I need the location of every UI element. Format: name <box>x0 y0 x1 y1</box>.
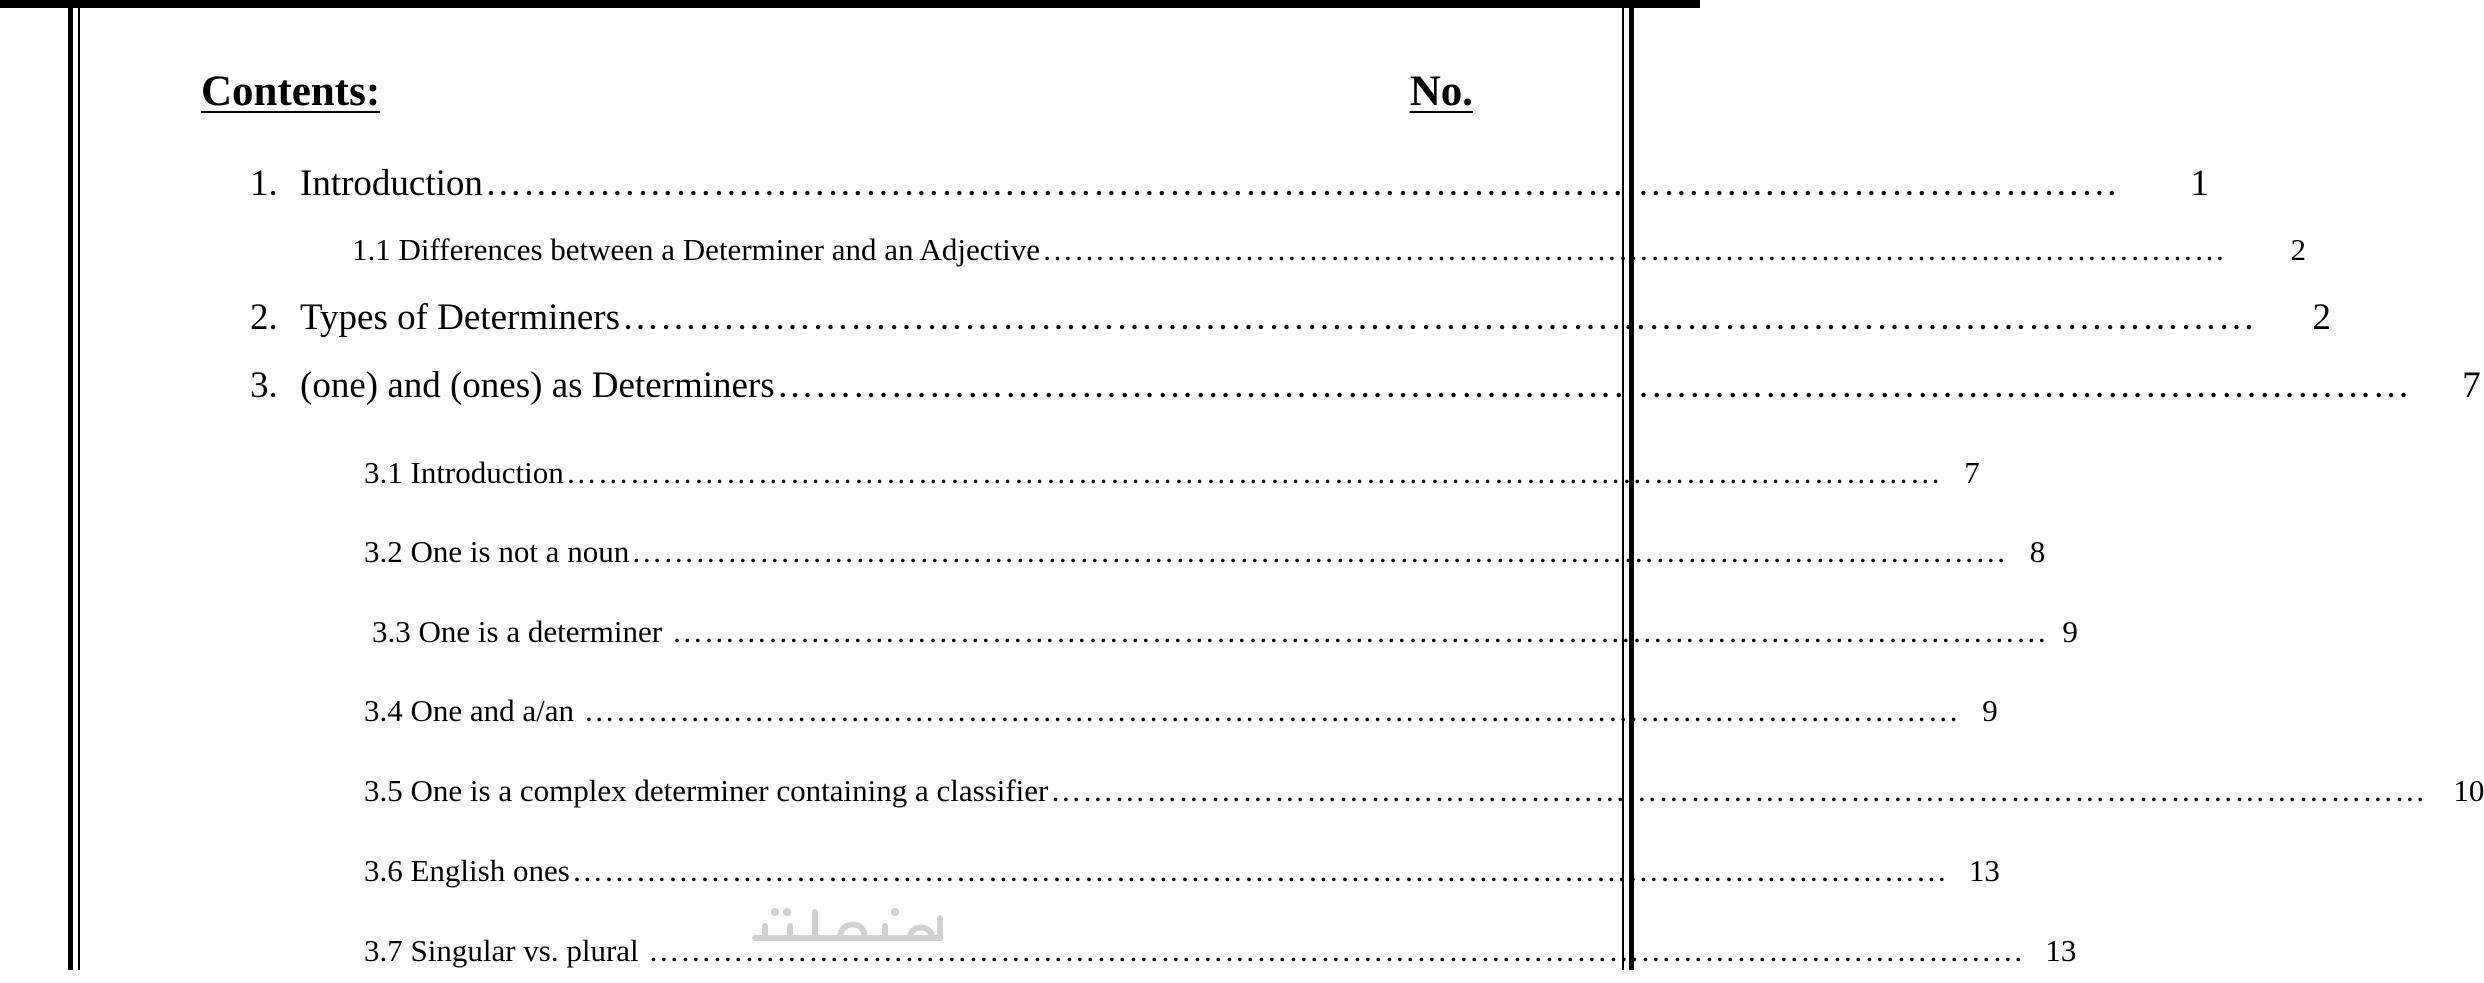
toc-entry-title: Introduction <box>300 163 483 204</box>
toc-entry-page: 10 <box>2453 773 2484 808</box>
toc-entry-types <box>250 296 2332 346</box>
khamsat-watermark-logo <box>745 898 955 958</box>
toc-entry-3-2 <box>364 534 2046 584</box>
toc-leader-dots: ………………………………………………………………………………………………………………… <box>631 534 2008 569</box>
toc-entry-number: 1. <box>250 163 278 204</box>
toc-entry-3-5 <box>364 773 2484 823</box>
toc-leader-dots: ………………………………………………………………………………………………………………… <box>648 933 2025 968</box>
toc-leader-dots: ………………………………………………………………………………………………………………… <box>671 614 2048 649</box>
toc-entry-title: 3.3 One is a determiner <box>372 614 670 649</box>
toc-entry-3-1 <box>364 455 1980 505</box>
toc-entry-page: 8 <box>2029 534 2046 569</box>
toc-entry-page: 7 <box>2462 365 2481 406</box>
toc-entry-page: 2 <box>2312 297 2332 338</box>
toc-entry-3-6 <box>364 853 2000 903</box>
toc-entry-page: 1 <box>2190 163 2209 204</box>
toc-entry-title: 3.7 Singular vs. plural <box>364 933 647 968</box>
toc-leader-dots: ………………………………………………………………………………………………… <box>1042 232 2227 267</box>
toc-leader-dots: ………………………………………………………………………………………………………………… <box>565 455 1942 490</box>
toc-entry-title: 3.6 English ones <box>364 853 570 888</box>
toc-entry-page: 7 <box>1964 455 1980 490</box>
page-left-border <box>68 0 80 970</box>
toc-leader-dots: ………………………………………………………………………………………………………………… <box>484 163 2119 204</box>
toc-entry-title: Types of Determiners <box>300 297 621 338</box>
toc-entry-page: 13 <box>1968 853 2000 888</box>
toc-entry-title: 3.4 One and a/an <box>364 693 582 728</box>
toc-entry-title: (one) and (ones) as Determiners <box>300 365 775 406</box>
toc-leader-dots: ………………………………………………………………………………………………………………… <box>583 693 1960 728</box>
toc-entry-title: 3.5 One is a complex determiner containing a classifier <box>364 773 1049 808</box>
toc-leader-dots: ………………………………………………………………………………………………………………… <box>622 297 2257 338</box>
contents-heading: Contents: <box>201 68 381 115</box>
toc-leader-dots: ………………………………………………………………………………………………………………… <box>571 853 1948 888</box>
toc-entry-3-3 <box>372 614 2078 664</box>
page-number-heading: No. <box>1409 68 1473 115</box>
toc-entry-number: 2. <box>250 297 278 338</box>
toc-entry-number: 3. <box>250 365 278 406</box>
toc-entry-page: 13 <box>2045 933 2077 968</box>
toc-leader-dots: ………………………………………………………………………………………………………………… <box>1050 773 2427 808</box>
toc-entry-page: 9 <box>2062 614 2078 649</box>
toc-leader-dots: ………………………………………………………………………………………………………………… <box>776 365 2411 406</box>
toc-entry-differences <box>352 232 2307 282</box>
toc-entry-title: 1.1 Differences between a Determiner and an Adjective <box>352 232 1041 267</box>
toc-entry-title: 3.2 One is not a noun <box>364 534 630 569</box>
toc-entry-title: 3.1 Introduction <box>364 455 564 490</box>
toc-entry-3-4 <box>364 693 1998 743</box>
toc-entry-page: 9 <box>1982 693 1998 728</box>
toc-entry-introduction <box>250 162 2209 212</box>
toc-entry-one-ones <box>250 364 2481 414</box>
page-top-border <box>0 0 1700 8</box>
toc-entry-page: 2 <box>2290 232 2307 267</box>
